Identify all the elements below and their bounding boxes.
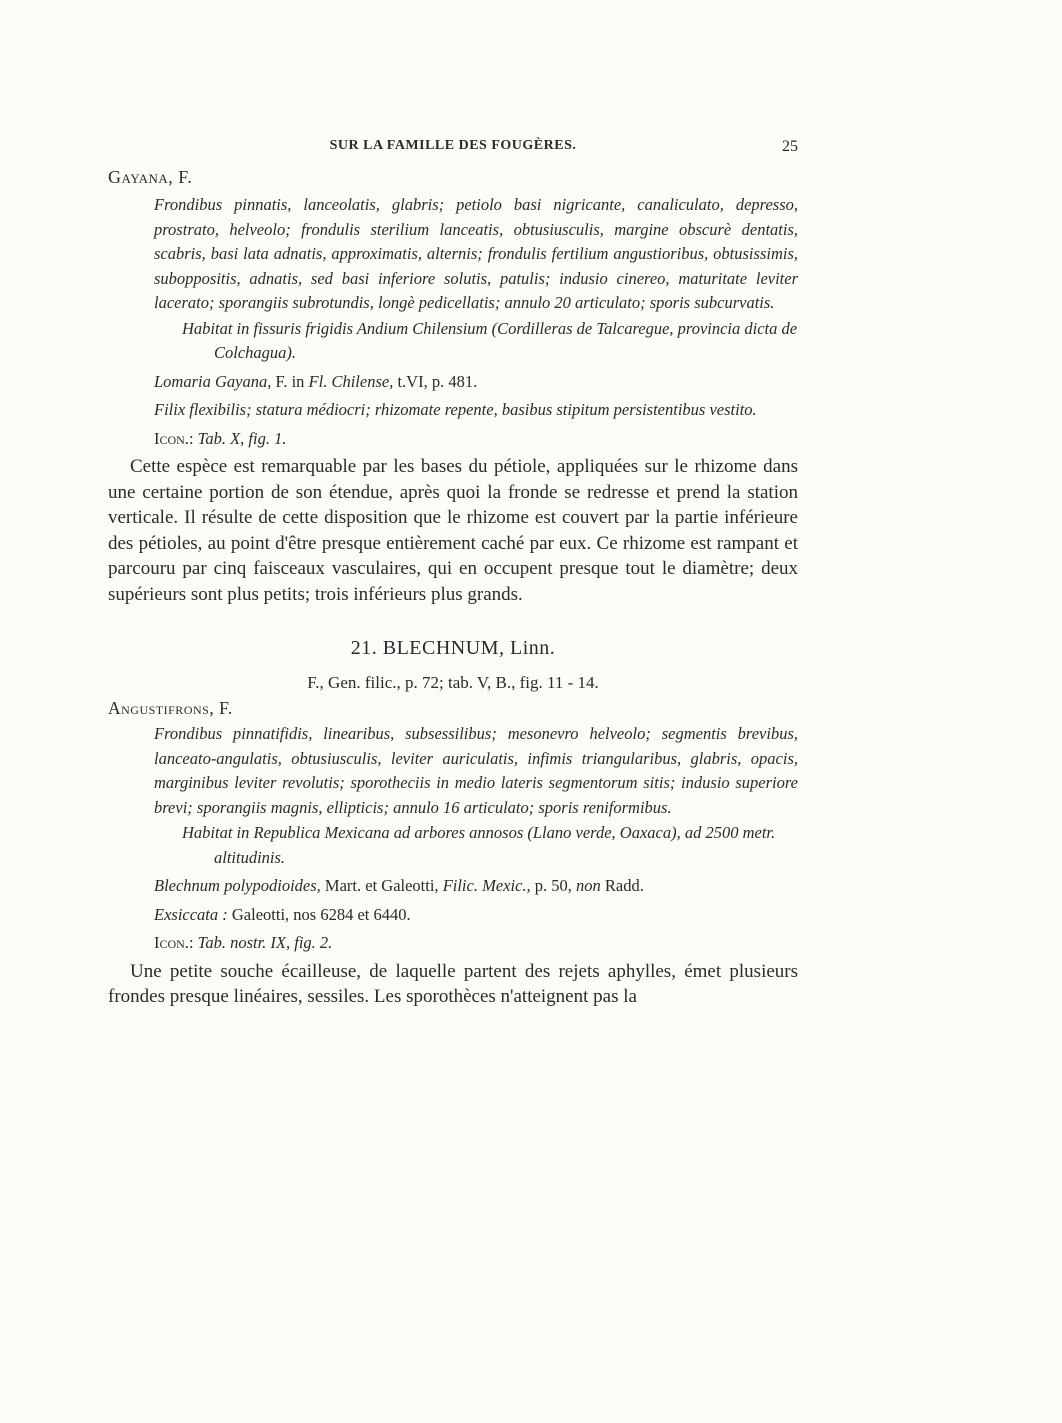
ref-location: t.VI, p. 481. — [397, 371, 478, 391]
gayana-habit-note: Filix flexibilis; statura médiocri; rhizomate repente, basibus stipitum persistentibus vestito. — [154, 400, 757, 419]
page-content — [108, 166, 798, 1010]
icon-label: Icon.: — [154, 933, 194, 952]
species-heading-angustifrons: Angustifrons, F. — [108, 698, 233, 718]
gayana-reference — [154, 370, 798, 395]
genus-reference: F., Gen. filic., p. 72; tab. V, B., fig. 11 - 14. — [307, 673, 599, 692]
angustifrons-commentary: Une petite souche écailleuse, de laquelle partent des rejets aphylles, émet plusieurs frondes presque linéaires, sessiles. Les sporothèces n'atteignent pas la — [108, 960, 798, 1007]
running-title: SUR LA FAMILLE DES FOUGÈRES. — [329, 138, 577, 153]
ref-work: Filic. Mexic., — [442, 876, 531, 895]
species-heading-gayana: Gayana, F. — [108, 167, 193, 187]
angustifrons-icon-line — [154, 931, 798, 956]
ref-name: Blechnum polypodioides, — [154, 876, 321, 895]
ref-radd: Radd. — [604, 876, 644, 895]
angustifrons-habitat: Habitat in Republica Mexicana ad arbores annosos (Llano verde, Oaxaca), ad 2500 metr. altitudinis. — [182, 823, 776, 867]
icon-value: Tab. X, fig. 1. — [197, 428, 287, 448]
ref-authors: Mart. et Galeotti, — [324, 876, 439, 895]
gayana-habitat: Habitat in fissuris frigidis Andium Chilensium (Cordilleras de Talcaregue, provincia dicta de Colchagua). — [182, 318, 798, 362]
gayana-icon-line — [154, 427, 798, 452]
exsiccata-value: Galeotti, nos 6284 et 6440. — [231, 904, 411, 924]
exsiccata-label: Exsiccata : — [154, 904, 228, 924]
ref-non: non — [576, 876, 601, 895]
icon-value: Tab. nostr. IX, fig. 2. — [197, 933, 333, 952]
ref-work: Fl. Chilense, — [308, 371, 394, 391]
running-header — [108, 138, 798, 158]
ref-name: Lomaria Gayana, — [154, 371, 272, 391]
genus-heading: 21. BLECHNUM, Linn. — [350, 637, 556, 659]
ref-page: p. 50, — [534, 876, 572, 895]
angustifrons-description: Frondibus pinnatifidis, linearibus, subsessilibus; mesonevro helveolo; segmentis brevibus, lanceato-angulatis, obtusiusculis, leviter auriculatis, infimis triangularibus, glabris, opacis, marginibus leviter revolutis; sporotheciis in medio lateris segmentorum sitis; indusio superiore brevi; sporangiis magnis, ellipticis; annulo 16 articulato; sporis reniformibus. — [154, 724, 798, 817]
page-number: 25 — [782, 138, 798, 155]
angustifrons-reference — [154, 874, 798, 899]
icon-label: Icon.: — [154, 428, 194, 448]
ref-author: F. in — [275, 371, 305, 391]
gayana-description: Frondibus pinnatis, lanceolatis, glabris; petiolo basi nigricante, canaliculato, depresso, prostrato, helveolo; frondulis sterilium lanceatis, obtusiusculis, margine obscurè dentatis, scabris, basi lata adnatis, approximatis, alternis; frondulis fertilium angustioribus, obtusissimis, suboppositis, adnatis, sed basi inferiore solutis, patulis; indusio cinereo, maturitate leviter lacerato; sporangiis subrotundis, longè pedicellatis; annulo 20 articulato; sporis subcurvatis. — [154, 195, 798, 312]
angustifrons-exsiccata — [154, 903, 798, 928]
gayana-commentary: Cette espèce est remarquable par les bases du pétiole, appliquées sur le rhizome dans une certaine portion de son étendue, après quoi la fronde se redresse et prend la station verticale. Il résulte de cette disposition que le rhizome est couvert par la partie inférieure des pétioles, au point d'être presque entièrement caché par eux. Ce rhizome est rampant et parcouru par cinq faisceaux vasculaires, qui en occupent presque tout le diamètre; deux supérieurs sont plus petits; trois inférieurs plus grands. — [108, 456, 798, 605]
